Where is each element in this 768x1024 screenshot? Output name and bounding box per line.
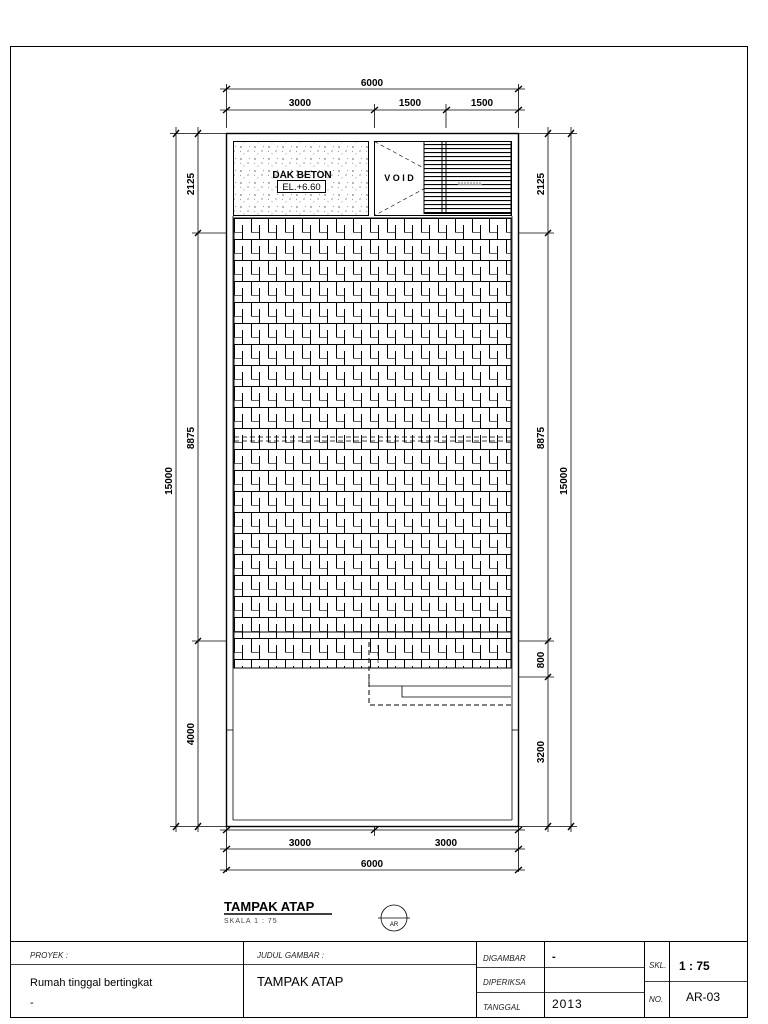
dim-top-left: 3000 xyxy=(288,98,312,109)
no-label: NO. xyxy=(649,995,664,1004)
caption-scale: SKALA 1 : 75 xyxy=(224,918,278,925)
dim-left-bottom: 4000 xyxy=(186,722,197,746)
digambar-value: - xyxy=(552,951,556,963)
proyek-label: PROYEK : xyxy=(30,951,68,960)
roof-tiles xyxy=(234,218,511,668)
title-block xyxy=(10,941,748,1018)
skl-value: 1 : 75 xyxy=(679,959,710,973)
dim-top-right: 1500 xyxy=(470,98,494,109)
proyek-value: Rumah tinggal bertingkat xyxy=(30,977,153,989)
roof-plan xyxy=(226,134,519,827)
judul-label: JUDUL GAMBAR : xyxy=(257,951,324,960)
dim-right-total: 15000 xyxy=(559,467,570,495)
dim-right-mid: 8875 xyxy=(536,426,547,450)
dim-left-total: 15000 xyxy=(164,467,175,495)
tanggal-label: TANGGAL xyxy=(483,1003,521,1012)
slab-label: DAK BETON xyxy=(272,170,332,181)
section-symbol-label: AR xyxy=(389,922,399,928)
dim-right-top: 2125 xyxy=(536,172,547,196)
caption-title: TAMPAK ATAP xyxy=(224,899,315,914)
dim-left-mid: 8875 xyxy=(186,426,197,450)
void-label: V O I D xyxy=(384,173,414,183)
stair xyxy=(424,142,511,214)
elevation-label: EL.+6.60 xyxy=(282,182,321,193)
diperiksa-label: DIPERIKSA xyxy=(483,978,526,987)
dim-right-small: 800 xyxy=(536,651,547,669)
judul-value: TAMPAK ATAP xyxy=(257,974,344,989)
dim-bottom-total: 6000 xyxy=(360,859,384,870)
dim-bottom-right: 3000 xyxy=(434,838,458,849)
proyek-dash: - xyxy=(30,997,34,1009)
drawing-caption xyxy=(224,899,410,931)
tanggal-value: 2013 xyxy=(552,997,583,1011)
dim-top-total: 6000 xyxy=(360,78,384,89)
no-value: AR-03 xyxy=(686,990,721,1004)
dim-right-bottom: 3200 xyxy=(536,740,547,764)
dim-left-top: 2125 xyxy=(186,172,197,196)
dim-top-mid: 1500 xyxy=(398,98,422,109)
digambar-label: DIGAMBAR xyxy=(483,954,526,963)
skl-label: SKL. xyxy=(649,961,667,970)
dim-bottom-left: 3000 xyxy=(288,838,312,849)
